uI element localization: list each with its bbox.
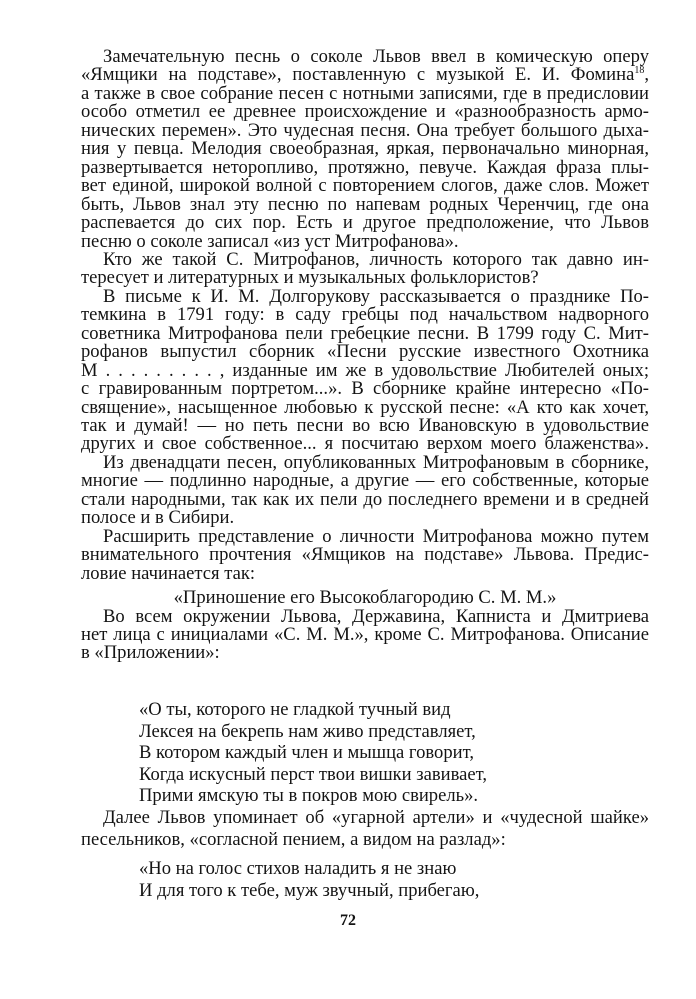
text-line: песню о соколе записал «из уст Митрофанова».: [81, 232, 459, 252]
verse-line: В котором каждый член и мышца говорит,: [139, 742, 474, 763]
verse-line: «Но на голос стихов наладить я не знаю: [139, 858, 457, 879]
text-line: с гравированным портретом...». В сборнике крайне интересно «По-: [81, 379, 649, 399]
text-line: распевается до сих пор. Есть и другое предположение, что Львов: [81, 213, 649, 233]
text-line: тересует и литературных и музыкальных фольклористов?: [81, 268, 539, 288]
text-line: ловие начинается так:: [81, 564, 256, 584]
text-line: Далее Львов упоминает об «угарной артели» и «чудесной шайке»: [103, 808, 649, 828]
text-line: ния у певца. Мелодия своеобразная, яркая, первоначально минорная,: [81, 139, 649, 159]
text-line: Замечательную песнь о соколе Львов ввел в комическую оперу: [103, 47, 649, 67]
text-line: в «Приложении»:: [81, 643, 220, 663]
text-line: советника Митрофанова пели гребецкие песни. В 1799 году С. Мит-: [81, 324, 649, 344]
footnote-ref: 18: [634, 65, 645, 76]
page-number: 72: [340, 912, 356, 929]
dedication-line: «Приношение его Высокоблагородию С. М. М.»: [173, 588, 557, 608]
text-line: так и думай! — но петь песни во всю Ивановскую в удовольствие: [81, 416, 649, 436]
text-line: полосе и в Сибири.: [81, 508, 235, 528]
text-line: В письме к И. М. Долгорукову рассказывается о празднике По-: [103, 287, 649, 307]
text-line: Расширить представление о личности Митрофанова можно путем: [103, 527, 649, 547]
text-line: многие — подлинно народные, а другие — его собственные, которые: [81, 471, 649, 491]
text-line: [81, 65, 649, 85]
verse-line: Лексея на бекрепь нам живо представляет,: [139, 721, 476, 742]
text-line-suffix: ,: [644, 65, 649, 85]
text-line: других и свое собственное... я посчитаю верхом моего блаженства».: [81, 434, 649, 454]
text-line: быть, Львов знал эту песню по напевам родных Черенчиц, где она: [81, 195, 649, 215]
text-line-content: «Ямщики на подставе», поставленную с музыкой Е. И. Фомина: [81, 65, 635, 85]
text-line: вет единой, широкой волной с повторением слогов, даже слов. Может: [81, 176, 649, 196]
text-line: Во всем окружении Львова, Державина, Капниста и Дмитриева: [103, 607, 649, 627]
text-line: песельников, «согласной пением, а видом на разлад»:: [81, 830, 506, 850]
text-line: стали народными, так как их пели до последнего времени и в средней: [81, 490, 649, 510]
text-line: развертывается неторопливо, протяжно, певуче. Каждая фраза плы-: [81, 158, 649, 178]
verse-line: «О ты, которого не гладкой тучный вид: [139, 699, 451, 720]
text-line: священие», насыщенное любовью к русской песне: «А кто как хочет,: [81, 398, 649, 418]
text-line: темкина в 1791 году: в саду гребцы под начальством надворного: [81, 305, 649, 325]
verse-line: Когда искусный перст твои вишки завивает,: [139, 764, 488, 785]
text-line: нических перемен». Это чудесная песня. Она требует большого дыха-: [81, 121, 649, 141]
text-line: Кто же такой С. Митрофанов, личность которого так давно ин-: [103, 250, 649, 270]
text-line: а также в свое собрание песен с нотными записями, где в предисловии: [81, 84, 649, 104]
verse-line: Прими ямскую ты в покров мою свирель».: [139, 785, 479, 806]
verse-line: И для того к тебе, муж звучный, прибегаю,: [139, 880, 480, 901]
text-line: нет лица с инициалами «С. М. М.», кроме С. Митрофанова. Описание: [81, 625, 649, 645]
text-line: М . . . . . . . . . , изданные им же в удовольствие Любителей оных;: [81, 361, 649, 381]
text-line: Из двенадцати песен, опубликованных Митрофановым в сборнике,: [103, 453, 649, 473]
text-line: внимательного прочтения «Ямщиков на подставе» Львова. Предис-: [81, 545, 649, 565]
text-line: рофанов выпустил сборник «Песни русские известного Охотника: [81, 342, 649, 362]
text-line: особо отметил ее древнее происхождение и «разнообразность армо-: [81, 102, 649, 122]
